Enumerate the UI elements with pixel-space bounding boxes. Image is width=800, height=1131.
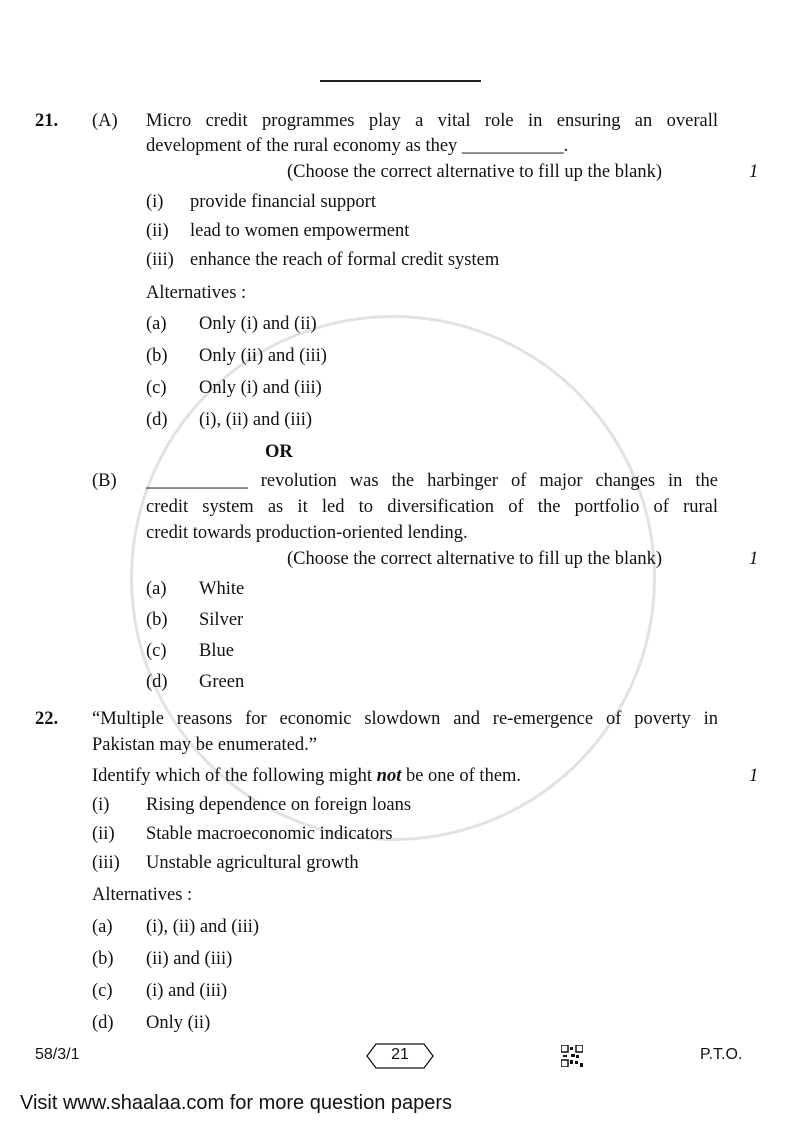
or-separator: OR [265, 442, 293, 462]
emphasis-not: not [376, 766, 402, 786]
option-text: Silver [199, 610, 244, 630]
alternatives-label: Alternatives : [146, 283, 247, 303]
statement-label: (i) [146, 192, 164, 212]
marks: 1 [749, 549, 759, 569]
question-text: ___________ revolution was the harbinger of major changes in the [146, 471, 718, 491]
option-label: (c) [146, 378, 167, 398]
instruction: (Choose the correct alternative to fill up the blank) [287, 162, 663, 182]
statement-text: Unstable agricultural growth [146, 853, 359, 873]
statement-text: Rising dependence on foreign loans [146, 795, 412, 815]
question-number: 21. [35, 111, 59, 131]
option-text: Only (i) and (ii) [199, 314, 317, 334]
option-text: Green [199, 672, 245, 692]
header-rule [320, 80, 481, 82]
instruction-text: Identify which of the following might [92, 766, 377, 786]
question-text: Micro credit programmes play a vital role in ensuring an overall [146, 111, 718, 131]
option-label: (b) [146, 610, 168, 630]
option-text: (i), (ii) and (iii) [146, 917, 260, 937]
option-label: (a) [146, 579, 167, 599]
option-label: (a) [146, 314, 167, 334]
question-instruction [92, 765, 521, 787]
visit-link[interactable]: Visit www.shaalaa.com for more question papers [20, 1092, 453, 1114]
option-label: (d) [92, 1013, 114, 1033]
question-text: development of the rural economy as they ___________. [146, 136, 569, 156]
instruction: (Choose the correct alternative to fill up the blank) [287, 549, 663, 569]
marks: 1 [749, 766, 759, 786]
paper-code: 58/3/1 [35, 1046, 80, 1063]
page-number: 21 [391, 1046, 409, 1063]
statement-text: lead to women empowerment [190, 221, 410, 241]
option-text: (i) and (iii) [146, 981, 228, 1001]
statement-text: Stable macroeconomic indicators [146, 824, 393, 844]
statement-label: (ii) [146, 221, 169, 241]
option-text: Only (i) and (iii) [199, 378, 322, 398]
pto-label: P.T.O. [700, 1046, 743, 1063]
question-text: credit system as it led to diversification of the portfolio of rural [146, 497, 718, 517]
statement-label: (iii) [146, 250, 174, 270]
option-text: Only (ii) and (iii) [199, 346, 327, 366]
instruction-text: be one of them. [401, 766, 522, 786]
option-label: (c) [146, 641, 167, 661]
statement-label: (i) [92, 795, 110, 815]
option-text: (ii) and (iii) [146, 949, 233, 969]
statement-text: provide financial support [190, 192, 376, 212]
option-label: (d) [146, 672, 168, 692]
marks: 1 [749, 162, 759, 182]
option-text: White [199, 579, 245, 599]
option-text: (i), (ii) and (iii) [199, 410, 313, 430]
option-text: Only (ii) [146, 1013, 211, 1033]
alternatives-label: Alternatives : [92, 885, 193, 905]
option-label: (b) [92, 949, 114, 969]
question-text: Pakistan may be enumerated.” [92, 735, 317, 755]
option-label: (b) [146, 346, 168, 366]
question-text: credit towards production-oriented lending. [146, 523, 468, 543]
option-text: Blue [199, 641, 234, 661]
option-label: (c) [92, 981, 113, 1001]
statement-label: (iii) [92, 853, 120, 873]
part-label: (A) [92, 111, 118, 131]
statement-text: enhance the reach of formal credit system [190, 250, 500, 270]
qr-code-icon [561, 1045, 583, 1067]
part-label: (B) [92, 471, 117, 491]
question-number: 22. [35, 709, 59, 729]
option-label: (d) [146, 410, 168, 430]
option-label: (a) [92, 917, 113, 937]
statement-label: (ii) [92, 824, 115, 844]
question-text: “Multiple reasons for economic slowdown and re-emergence of poverty in [92, 709, 718, 729]
